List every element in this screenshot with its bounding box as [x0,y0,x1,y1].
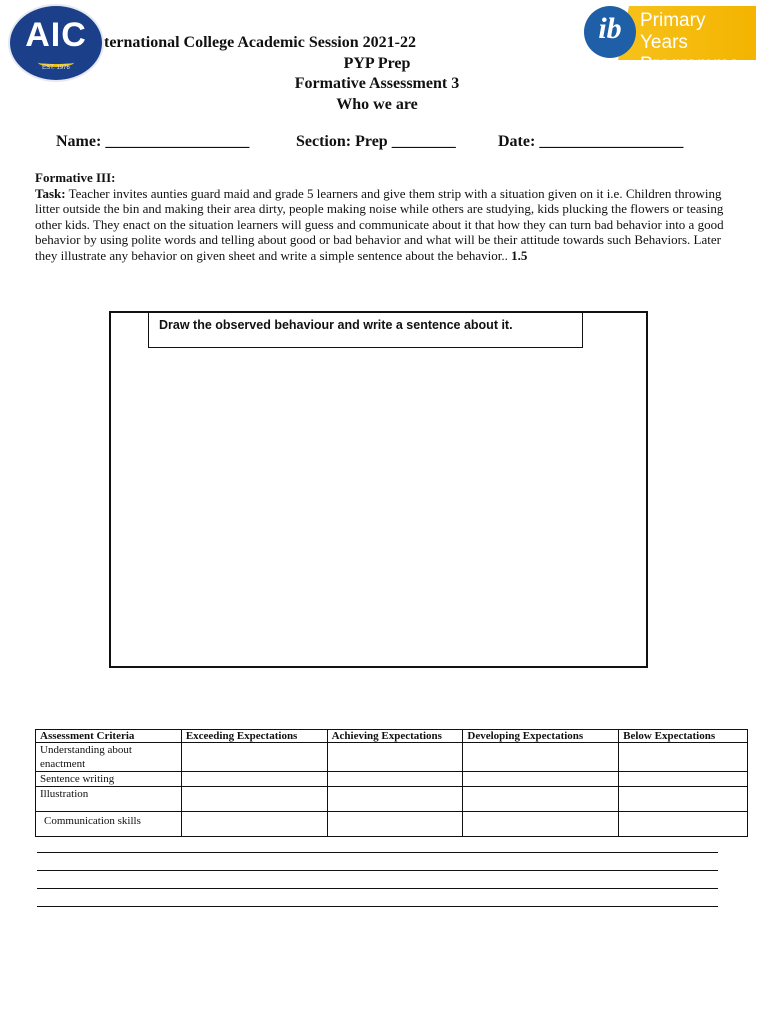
rubric-header-exceeding: Exceeding Expectations [181,730,327,743]
theme-title: Who we are [336,96,418,113]
rubric-header-developing: Developing Expectations [463,730,619,743]
task-label: Task: [35,185,66,201]
rubric-cell[interactable] [181,772,327,787]
rubric-cell[interactable] [327,812,463,837]
grade-title: PYP Prep [343,55,411,72]
drawing-instruction: Draw the observed behaviour and write a sentence about it. [148,312,583,348]
aic-logo-est: EST. 1976 [42,65,70,71]
rubric-cell[interactable] [619,743,748,772]
aic-logo-text: AIC [25,16,87,54]
ib-logo-label-line2: Programme [640,54,740,75]
rubric-criterion: Illustration [36,787,182,812]
rubric-cell[interactable] [327,787,463,812]
drawing-area[interactable] [109,311,648,668]
rubric-cell[interactable] [619,772,748,787]
table-row [36,812,748,837]
rubric-cell[interactable] [327,743,463,772]
section-field: Section: Prep ________ [296,133,456,150]
ib-logo-text: ib [598,12,622,45]
rubric-cell[interactable] [327,772,463,787]
assessment-rubric-table [35,729,748,837]
task-heading: Formative III: [35,170,116,185]
rubric-criterion: Communication skills [36,812,182,837]
school-session-title: ternational College Academic Session 2021-22 [104,34,416,51]
rubric-cell[interactable] [463,812,619,837]
rubric-cell[interactable] [463,772,619,787]
rubric-cell[interactable] [181,812,327,837]
rubric-header-achieving: Achieving Expectations [327,730,463,743]
table-row [36,743,748,772]
date-field: Date: __________________ [498,133,684,150]
ib-logo-label-line1: Primary Years [640,10,706,53]
task-description [35,170,725,264]
rubric-cell[interactable] [463,743,619,772]
rubric-header-row [36,730,748,743]
table-row [36,772,748,787]
rubric-cell[interactable] [619,812,748,837]
rubric-cell[interactable] [619,787,748,812]
rubric-criterion: Sentence writing [36,772,182,787]
writing-line[interactable] [37,888,718,889]
table-row [36,787,748,812]
task-paragraph [35,186,725,264]
rubric-cell[interactable] [181,787,327,812]
writing-line[interactable] [37,870,718,871]
writing-line[interactable] [37,852,718,853]
name-field: Name: __________________ [56,133,250,150]
writing-line[interactable] [37,906,718,907]
rubric-cell[interactable] [463,787,619,812]
rubric-criterion: Understanding about enactment [36,743,182,772]
ib-pyp-logo [584,4,756,75]
task-score: 1.5 [511,247,528,263]
rubric-header-below: Below Expectations [619,730,748,743]
rubric-header-criteria: Assessment Criteria [36,730,182,743]
rubric-cell[interactable] [181,743,327,772]
task-text: Teacher invites aunties guard maid and grade 5 learners and give them strip with a situation given on it i.e. Children throwing litter outside the bin and making their area dirty, people making noise while others are studying, kids plucking the flowers or teasing other kids. They enact on the situation learners will guess and communicate about it that how they can turn bad behavior into a good behavior by using polite words and telling about good or bad behavior and what will be their attitude towards such Behaviors. Later they illustrate any behavior on given sheet and write a simple sentence about the behavior.. [35,185,724,263]
assessment-title: Formative Assessment 3 [294,75,460,92]
